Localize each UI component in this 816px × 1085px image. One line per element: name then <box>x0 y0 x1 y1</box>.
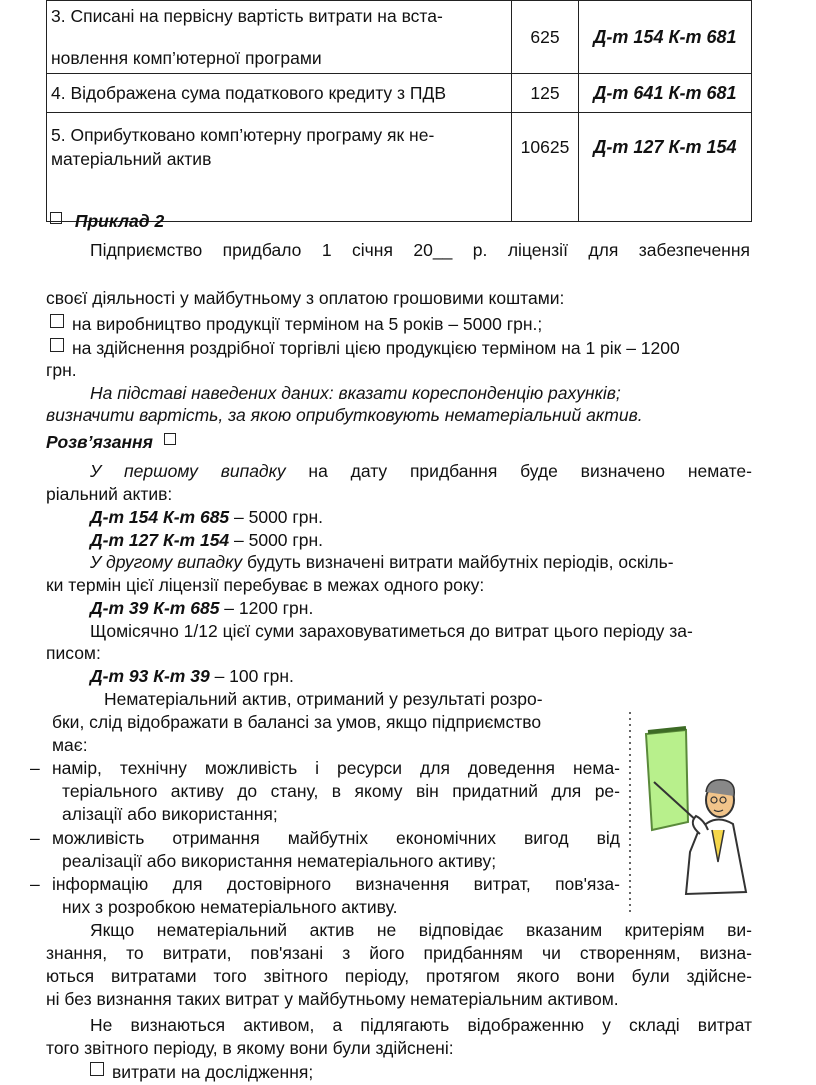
criteria-text-line: бки, слід відображати в балансі за умов, якщо підприємство <box>52 712 542 732</box>
criteria-text-line: алізації або використання; <box>62 804 278 824</box>
checkbox-bullet-icon <box>50 338 64 352</box>
body-text-line: Якщо нематеріальний актив не відповідає вказаним критеріям ви- <box>90 920 752 940</box>
body-text-line: того звітного періоду, в якому вони були здійснені: <box>46 1038 454 1058</box>
dash-bullet: – <box>30 828 40 848</box>
body-text-line: Не визнаються активом, а підлягають відображенню у складі витрат <box>90 1015 752 1035</box>
criteria-text-line: має: <box>52 735 88 755</box>
solution-text-line: Щомісячно 1/12 цієї суми зараховуватиметься до витрат цього періоду за- <box>90 621 693 641</box>
table-row <box>47 113 752 222</box>
solution-heading: Розв’язання <box>46 430 176 454</box>
body-text-line: ються витратами того звітного періоду, протягом якого вони були здійсне- <box>46 966 752 986</box>
solution-text-line: У другому випадку будуть визначені витрати майбутніх періодів, оскіль- <box>90 552 674 572</box>
criteria-text-line: реалізації або використання нематеріального активу; <box>62 851 497 871</box>
square-bullet-icon <box>164 433 176 445</box>
operation-amount: 10625 <box>512 113 579 222</box>
account-entry: Д-т 154 К-т 681 <box>579 1 752 74</box>
journal-entry: Д-т 127 К-т 154 – 5000 грн. <box>90 530 324 550</box>
operation-amount: 125 <box>512 74 579 113</box>
criteria-text-line: інформацію для достовірного визначення витрат, пов'яза- <box>52 874 620 894</box>
example-heading: Приклад 2 <box>50 209 164 233</box>
operation-description: 3. Списані на первісну вартість витрати на вста- новлення комп’ютерної програми <box>47 1 512 74</box>
account-entry: Д-т 641 К-т 681 <box>579 74 752 113</box>
teacher-pointer-illustration <box>628 712 750 912</box>
list-item: на виробництво продукції терміном на 5 років – 5000 грн.; <box>50 312 542 336</box>
criteria-text-line: намір, технічну можливість і ресурси для доведення нема- <box>52 758 620 778</box>
solution-text-line: ріальний актив: <box>46 484 173 504</box>
green-board <box>646 730 688 830</box>
body-text-line: ні без визнання таких витрат у майбутньому нематеріальним активом. <box>46 989 619 1009</box>
checkbox-bullet-icon <box>50 314 64 328</box>
checkbox-bullet-icon <box>90 1062 104 1076</box>
solution-text-line: писом: <box>46 643 101 663</box>
task-text-line: На підставі наведених даних: вказати кореспонденцію рахунків; <box>90 383 621 403</box>
list-item: витрати на дослідження; <box>90 1060 313 1084</box>
operation-description: 4. Відображена сума податкового кредиту з ПДВ <box>47 74 512 113</box>
solution-text-line: ки термін цієї ліцензії перебуває в межах одного року: <box>46 575 485 595</box>
square-bullet-icon <box>50 212 62 224</box>
body-text-line: знання, то витрати, пов'язані з його придбанням чи створенням, визна- <box>46 943 752 963</box>
operation-amount: 625 <box>512 1 579 74</box>
criteria-text-line: Нематеріальний актив, отриманий у результаті розро- <box>104 689 543 709</box>
criteria-text-line: можливість отримання майбутніх економічних вигод від <box>52 828 620 848</box>
table-row <box>47 1 752 74</box>
task-text-line: визначити вартість, за якою оприбутковують нематеріальний актив. <box>46 405 643 425</box>
example-text-line: своєї діяльності у майбутньому з оплатою грошовими коштами: <box>46 288 565 308</box>
criteria-text-line: теріального активу до стану, в якому він придатний для ре- <box>62 781 620 801</box>
journal-entry: Д-т 39 К-т 685 – 1200 грн. <box>90 598 314 618</box>
account-entry: Д-т 127 К-т 154 <box>579 113 752 222</box>
operation-description: 5. Оприбутковано комп’ютерну програму як не- матеріальний актив <box>47 113 512 222</box>
dash-bullet: – <box>30 758 40 778</box>
table-row <box>47 74 752 113</box>
criteria-text-line: них з розробкою нематеріального активу. <box>62 897 398 917</box>
list-item-continuation: грн. <box>46 360 77 380</box>
accounting-entries-table <box>46 0 752 222</box>
solution-text-line: У першому випадку на дату придбання буде визначено немате- <box>90 461 752 481</box>
list-item: на здійснення роздрібної торгівлі цією продукцією терміном на 1 рік – 1200 <box>50 336 680 360</box>
dash-bullet: – <box>30 874 40 894</box>
example-text-line: Підприємство придбало 1 січня 20__ р. ліцензії для забезпечення <box>90 240 750 260</box>
journal-entry: Д-т 93 К-т 39 – 100 грн. <box>90 666 294 686</box>
journal-entry: Д-т 154 К-т 685 – 5000 грн. <box>90 507 324 527</box>
